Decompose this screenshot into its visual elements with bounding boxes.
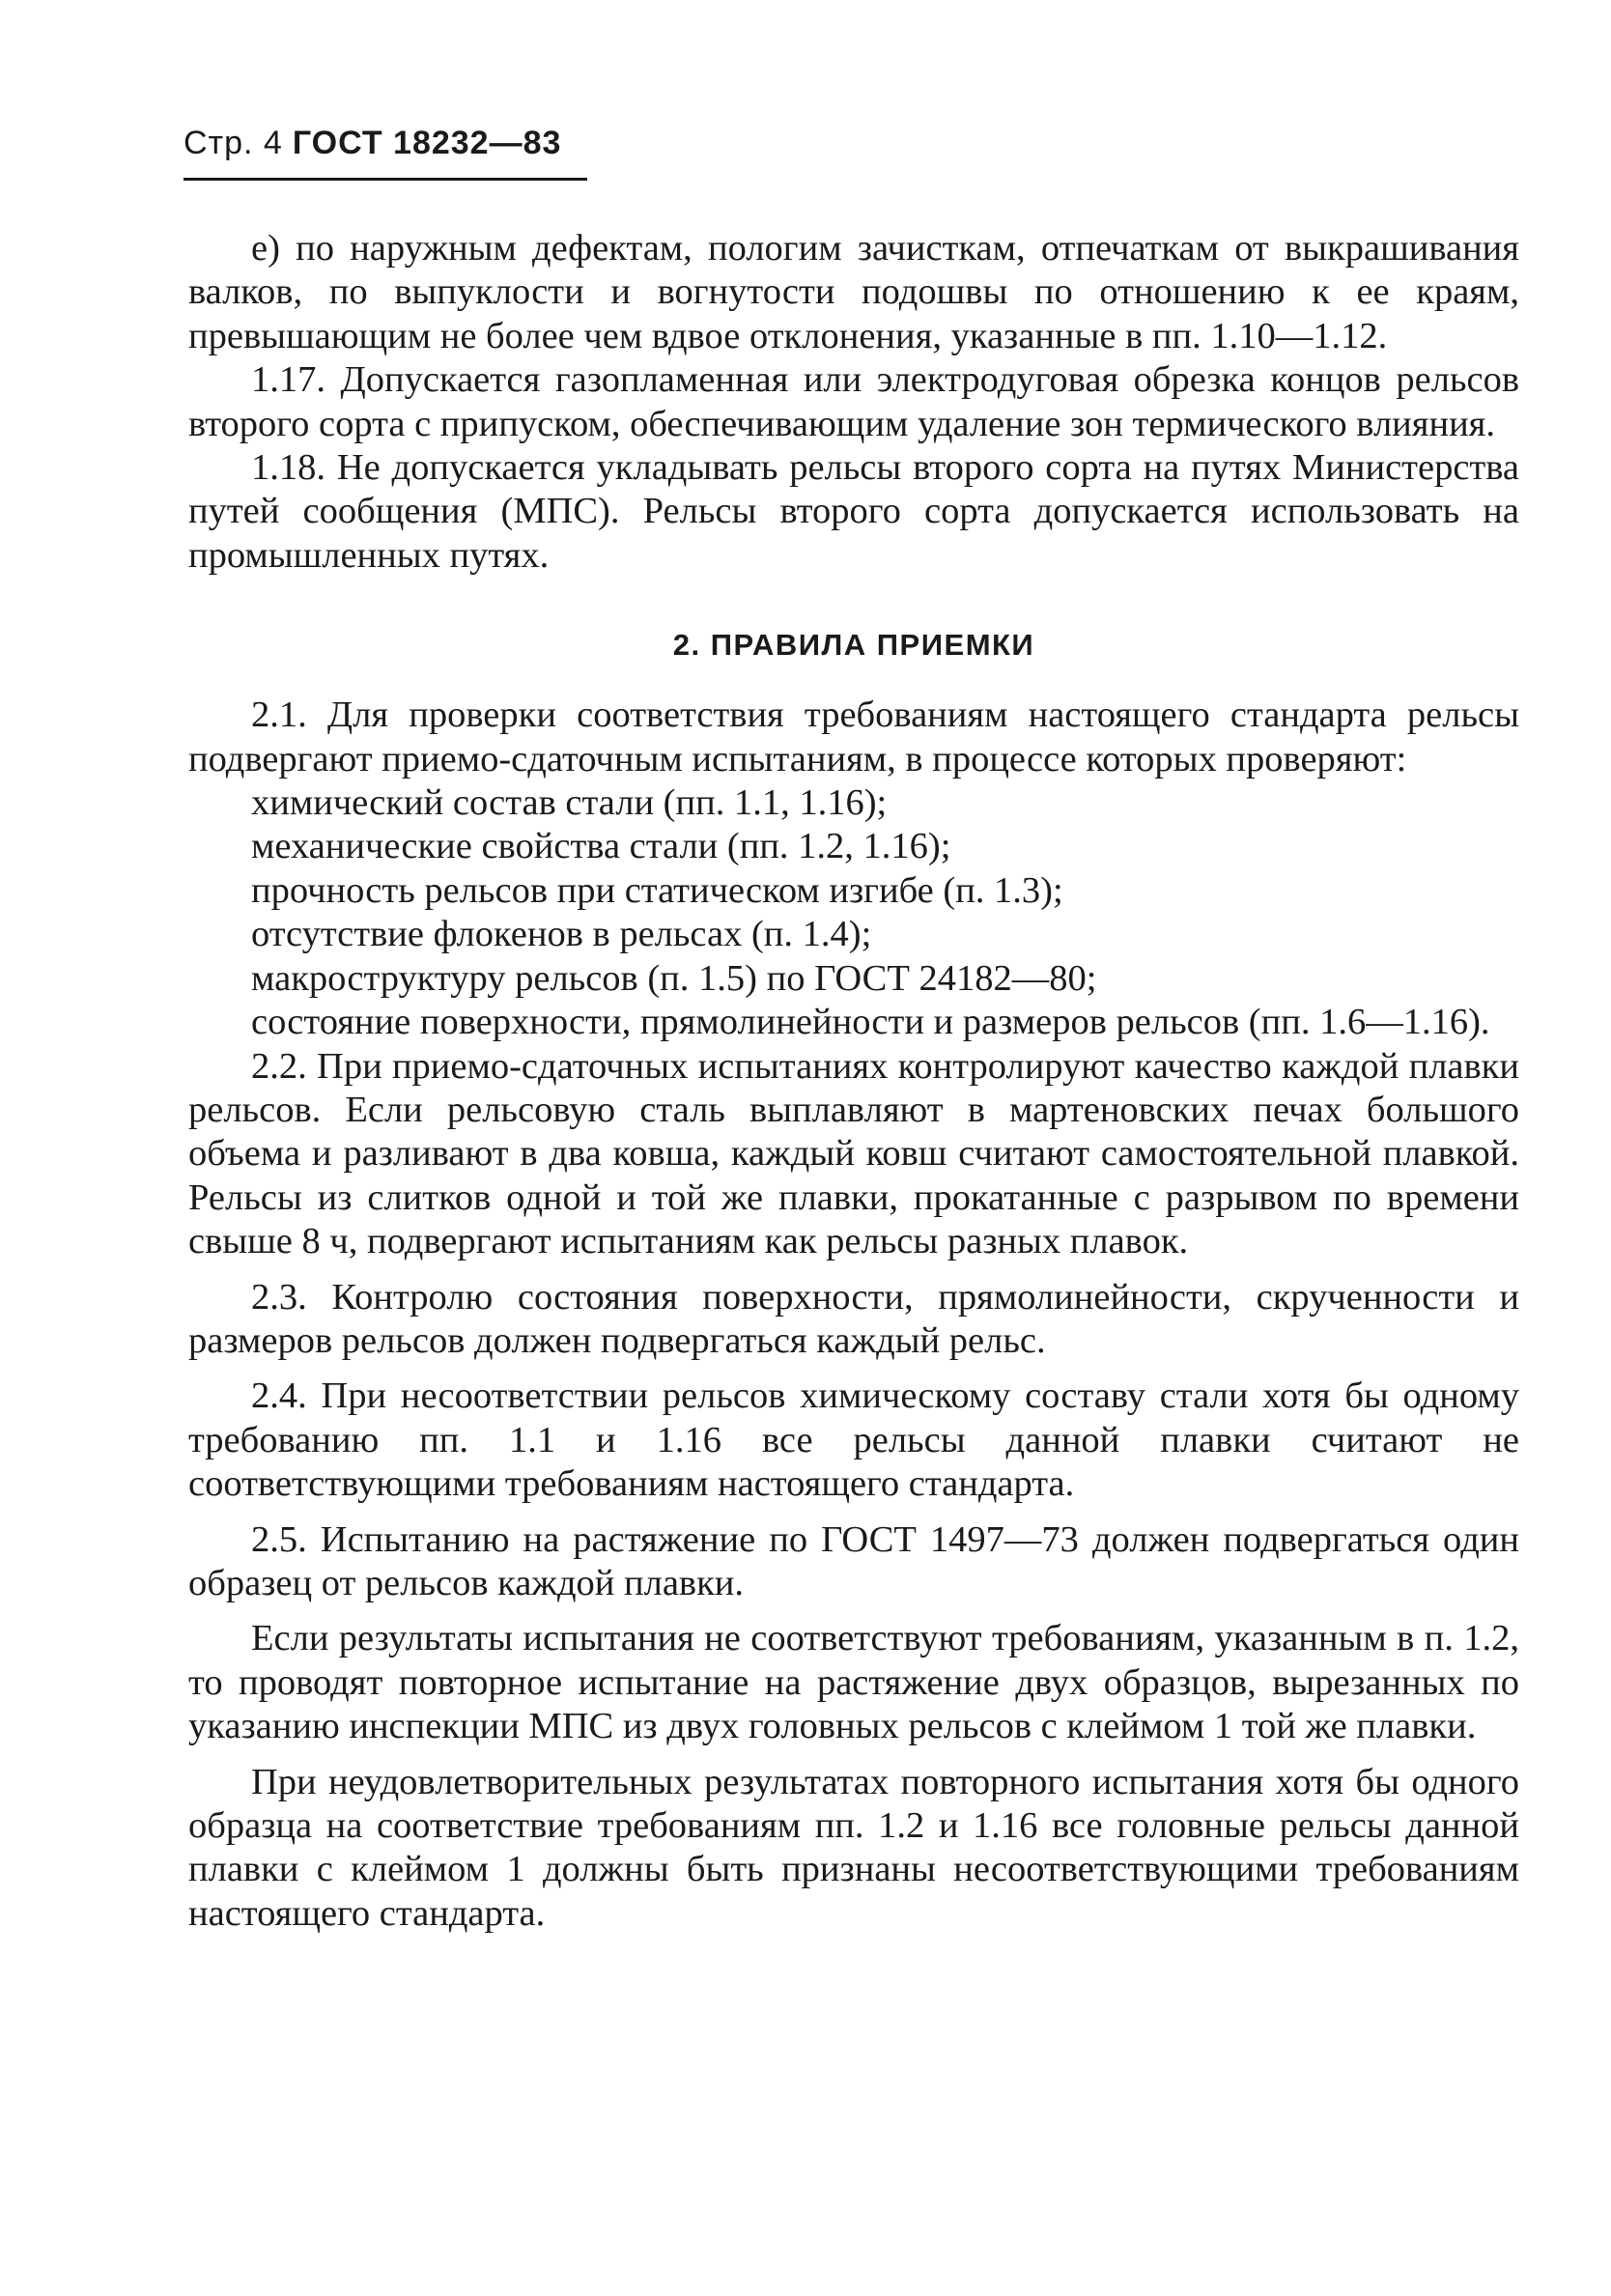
page-header — [184, 124, 561, 162]
paragraph-2-5: 2.5. Испытанию на растяжение по ГОСТ 1497—73 должен подвергаться один образец от рельсов каждой плавки. — [188, 1518, 1519, 1603]
header-rule — [184, 178, 587, 181]
section-title: 2. ПРАВИЛА ПРИЕМКИ — [672, 628, 1035, 663]
check-item-flakes: отсутствие флокенов в рельсах (п. 1.4); — [251, 914, 872, 955]
standard-number: ГОСТ 18232—83 — [292, 125, 562, 161]
paragraph-retest: Если результаты испытания не соответствуют требованиям, указанным в п. 1.2, то проводят повторное испытание на растяжение двух образцов, вырезанных по указанию инспекции МПС из двух головных рельсов с клеймом 1 той же плавки. — [188, 1618, 1519, 1747]
check-item-surface: состояние поверхности, прямолинейности и размеров рельсов (пп. 1.6—1.16). — [251, 1002, 1490, 1043]
paragraph-2-1: 2.1. Для проверки соответствия требованиям настоящего стандарта рельсы подвергают приемо-сдаточным испытаниям, в процессе которых проверяют: — [188, 694, 1519, 780]
paragraph-2-2: 2.2. При приемо-сдаточных испытаниях контролируют качество каждой плавки рельсов. Если рельсовую сталь выплавляют в мартеновских печах большого объема и разливают в два ковша, каждый ковш считают самостоятельной плавкой. Рельсы из слитков одной и той же плавки, прокатанные с разрывом по времени свыше 8 ч, подвергают испытаниям как рельсы разных плавок. — [188, 1045, 1519, 1262]
paragraph-2-4: 2.4. При несоответствии рельсов химическому составу стали хотя бы одному требованию пп. 1.1 и 1.16 все рельсы данной плавки считают не соответствующими требованиям настоящего стандарта. — [188, 1375, 1519, 1505]
paragraph-fail: При неудовлетворительных результатах повторного испытания хотя бы одного образца на соответствие требованиям пп. 1.2 и 1.16 все головные рельсы данной плавки с клеймом 1 должны быть признаны несоответствующими требованиям настоящего стандарта. — [188, 1761, 1519, 1934]
paragraph-item-e: е) по наружным дефектам, пологим зачисткам, отпечаткам от выкрашивания валков, по выпуклости и вогнутости подошвы по отношению к ее краям, превышающим не более чем вдвое отклонения, указанные в пп. 1.10—1.12. — [188, 228, 1519, 356]
paragraph-1-17: 1.17. Допускается газопламенная или электродуговая обрезка концов рельсов второго сорта с припуском, обеспечивающим удаление зон термического влияния. — [188, 359, 1519, 444]
check-item-chemical: химический состав стали (пп. 1.1, 1.16); — [251, 782, 888, 824]
page-label: Стр. 4 — [184, 125, 283, 161]
document-body — [188, 227, 1519, 1936]
check-item-macrostructure: макроструктуру рельсов (п. 1.5) по ГОСТ 24182—80; — [251, 957, 1097, 999]
paragraph-1-18: 1.18. Не допускается укладывать рельсы второго сорта на путях Министерства путей сообщения (МПС). Рельсы второго сорта допускается использовать на промышленных путях. — [188, 447, 1519, 576]
paragraph-2-3: 2.3. Контролю состояния поверхности, прямолинейности, скрученности и размеров рельсов должен подвергаться каждый рельс. — [188, 1276, 1519, 1361]
check-item-bending: прочность рельсов при статическом изгибе (п. 1.3); — [251, 869, 1063, 911]
check-item-mechanical: механические свойства стали (пп. 1.2, 1.16); — [251, 826, 951, 867]
